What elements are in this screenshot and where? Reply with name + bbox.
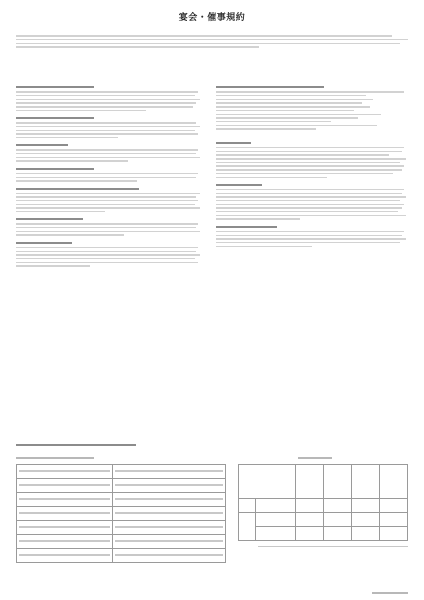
table-row xyxy=(239,526,408,540)
clause-2 xyxy=(16,117,202,138)
intro-paragraph xyxy=(16,33,408,50)
table-row xyxy=(239,512,408,526)
clause-9 xyxy=(216,142,408,178)
table-header-row xyxy=(239,464,408,498)
clause-1 xyxy=(16,86,202,111)
clause-8 xyxy=(216,86,408,129)
table-row xyxy=(17,506,226,520)
table-row xyxy=(17,520,226,534)
clause-10 xyxy=(216,184,408,220)
table-row xyxy=(17,478,226,492)
accommodation-table-caption xyxy=(298,457,332,459)
accommodation-cancellation-fee-table xyxy=(238,457,408,547)
left-column xyxy=(16,84,202,273)
cancellation-policy-section xyxy=(16,444,408,455)
clause-11 xyxy=(216,226,408,247)
venue-cancellation-fee-table xyxy=(16,457,226,563)
clause-3 xyxy=(16,144,202,161)
revision-date xyxy=(372,592,408,594)
cancellation-policy-heading xyxy=(16,444,136,446)
table-row xyxy=(17,548,226,562)
table-row xyxy=(17,464,226,478)
table-row xyxy=(17,492,226,506)
right-column xyxy=(216,84,408,253)
page-title: 宴会・催事規約 xyxy=(178,13,246,23)
table-row xyxy=(17,534,226,548)
table-row xyxy=(239,498,408,512)
clause-6 xyxy=(16,218,202,235)
table-footnote xyxy=(258,546,408,547)
clause-4 xyxy=(16,168,202,182)
clause-7 xyxy=(16,242,202,267)
venue-table-caption xyxy=(16,457,94,459)
clause-5 xyxy=(16,188,202,213)
